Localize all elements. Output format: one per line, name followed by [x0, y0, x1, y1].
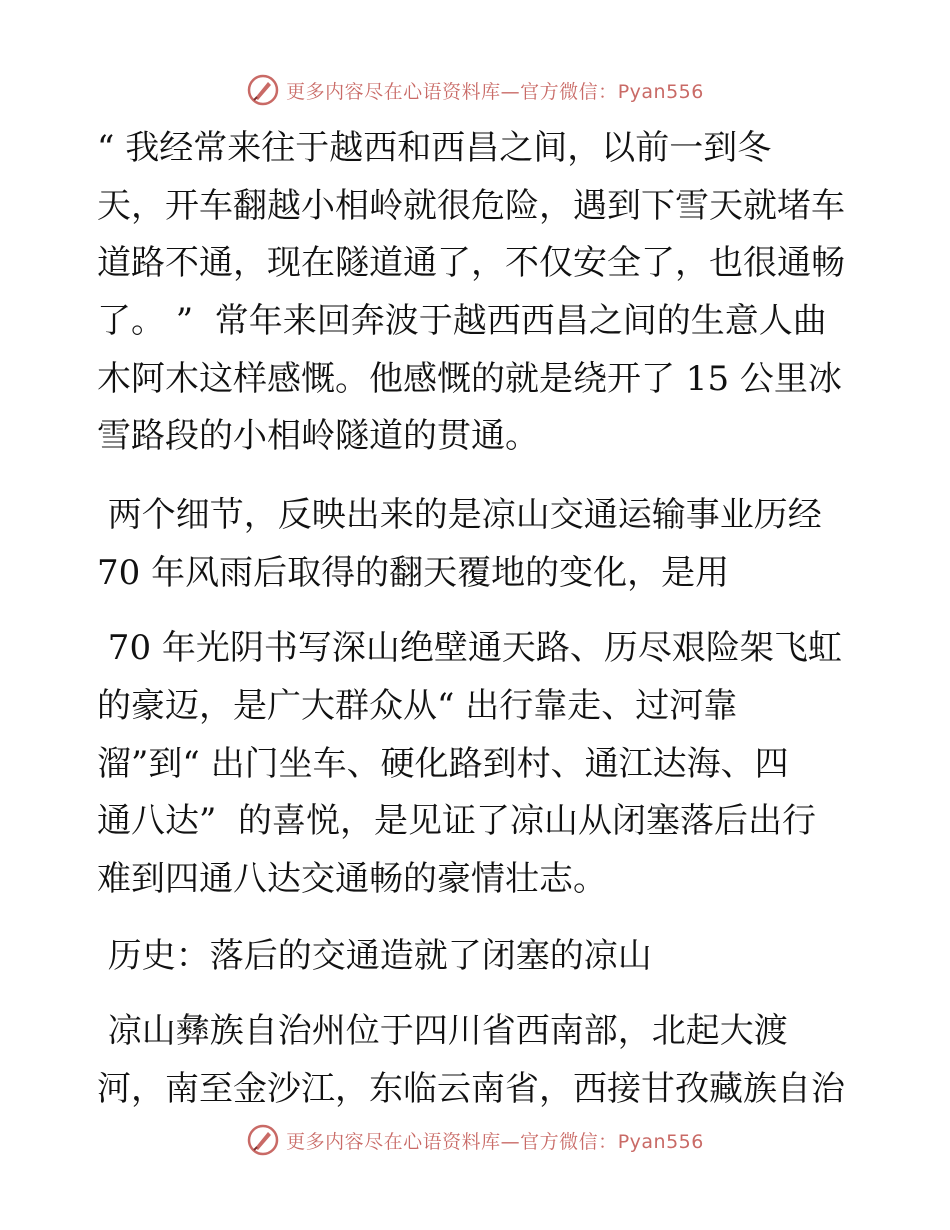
text-line: 溜”到“ 出门坐车、硬化路到村、通江达海、四 — [97, 744, 789, 784]
watermark-separator: — — [500, 80, 521, 103]
watermark-text — [286, 77, 704, 104]
text-line: 70 年光阴书写深山绝壁通天路、历尽艰险架飞虹 — [97, 628, 842, 668]
text-line: 了。 ” 常年来回奔波于越西西昌之间的生意人曲 — [97, 301, 827, 341]
text-line: 凉山彝族自治州位于四川省西南部，北起大渡 — [97, 1011, 788, 1051]
watermark-brand: 更多内容尽在心语资料库 — [286, 80, 501, 103]
text-line: 70 年风雨后取得的翻天覆地的变化，是用 — [97, 553, 730, 593]
text-line: 两个细节，反映出来的是凉山交通运输事业历经 — [97, 495, 822, 535]
quill-pen-logo-icon — [246, 73, 280, 107]
watermark-footer — [0, 1120, 950, 1160]
watermark-text — [286, 1127, 704, 1154]
text-line: 河，南至金沙江，东临云南省，西接甘孜藏族自治 — [97, 1069, 845, 1109]
watermark-contact-id: Pyan556 — [617, 1130, 704, 1153]
text-line: “ 我经常来往于越西和西昌之间，以前一到冬 — [97, 128, 772, 168]
watermark-separator: — — [500, 1130, 521, 1153]
text-line: 道路不通，现在隧道通了，不仅安全了，也很通畅 — [97, 243, 845, 283]
text-line: 的豪迈，是广大群众从“ 出行靠走、过河靠 — [97, 686, 738, 726]
section-heading: 历史：落后的交通造就了闭塞的凉山 — [97, 936, 652, 976]
watermark-brand: 更多内容尽在心语资料库 — [286, 1130, 501, 1153]
text-line: 通八达” 的喜悦，是见证了凉山从闭塞落后出行 — [97, 801, 816, 841]
watermark-contact-id: Pyan556 — [617, 80, 704, 103]
quill-pen-logo-icon — [246, 1123, 280, 1157]
watermark-header — [0, 70, 950, 110]
text-line: 难到四通八达交通畅的豪情壮志。 — [97, 859, 607, 899]
text-line: 木阿木这样感慨。他感慨的就是绕开了 15 公里冰 — [97, 359, 842, 399]
watermark-contact-label: 官方微信： — [520, 1130, 618, 1153]
watermark-contact-label: 官方微信： — [520, 80, 618, 103]
text-line: 天，开车翻越小相岭就很危险，遇到下雪天就堵车 — [97, 186, 845, 226]
text-line: 雪路段的小相岭隧道的贯通。 — [97, 416, 539, 456]
